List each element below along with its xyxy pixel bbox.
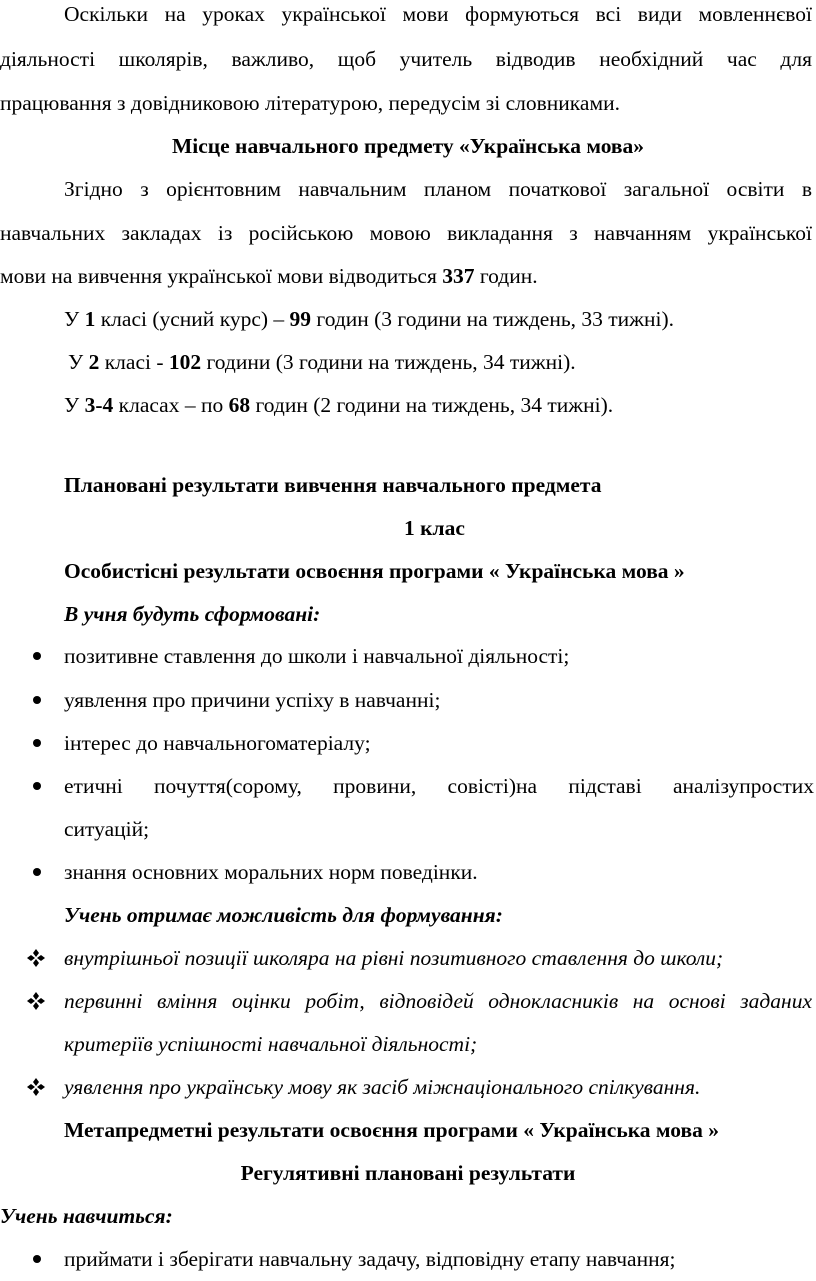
grade-2-post: години (3 години на тиждень, 34 тижні). bbox=[201, 350, 576, 374]
formed-item-5: знання основних моральних норм поведінки. bbox=[64, 860, 478, 884]
grade-2-pre: У bbox=[68, 350, 89, 374]
grade-2-hour-count: 102 bbox=[168, 350, 202, 374]
bullet-dot-icon bbox=[30, 764, 44, 778]
formed-item-4: етичні почуття(сорому, провини, совісті)на підставі аналізупростих bbox=[64, 774, 814, 798]
personal-results-heading: Особистісні результати освоєння програми « Українська мова » bbox=[64, 559, 685, 583]
grade-2-number: 2 bbox=[88, 350, 100, 374]
formed-item-1: позитивне ставлення до школи і навчальної діяльності; bbox=[64, 644, 570, 668]
place-line-3 bbox=[0, 254, 816, 298]
grade-1-mid: класі (усний курс) – bbox=[95, 307, 290, 331]
intro-line-2: діяльності школярів, важливо, щоб учитель відводив необхідний час для bbox=[0, 47, 812, 71]
will-learn-item-1: приймати і зберігати навчальну задачу, відповідну етапу навчання; bbox=[64, 1247, 676, 1271]
grade-2-mid: класі - bbox=[99, 350, 169, 374]
grade-1-hour-count: 99 bbox=[289, 307, 312, 331]
opportunity-item-1: внутрішньої позиції школяра на рівні позитивного ставлення до школи; bbox=[64, 946, 724, 970]
formed-item-3: інтерес до навчальногоматеріалу; bbox=[64, 731, 371, 755]
intro-line-3: працювання з довідниковою літературою, передусім зі словниками. bbox=[0, 91, 620, 115]
bullet-dot-icon bbox=[30, 850, 44, 864]
formed-item-4-cont: ситуацій; bbox=[64, 817, 150, 841]
grade-34-hour-count: 68 bbox=[228, 393, 251, 417]
grade-title: 1 клас bbox=[404, 516, 465, 540]
intro-line-1: Оскільки на уроках української мови формуються всі види мовленнєвої bbox=[64, 2, 812, 26]
bullet-dot-icon bbox=[30, 678, 44, 692]
grade-1-pre: У bbox=[64, 307, 85, 331]
place-line-2: навчальних закладах із російською мовою викладання з навчанням української bbox=[0, 221, 812, 245]
grade-34-pre: У bbox=[64, 393, 85, 417]
grade-1-number: 1 bbox=[84, 307, 96, 331]
results-heading: Плановані результати вивчення навчального предмета bbox=[64, 473, 602, 497]
bullet-dot-icon bbox=[30, 1237, 44, 1251]
grade-34-mid: класах – по bbox=[113, 393, 229, 417]
diamond-bullet-icon bbox=[30, 936, 44, 950]
grade-34-post: годин (2 години на тиждень, 34 тижні). bbox=[250, 393, 614, 417]
total-hours: 337 bbox=[442, 264, 475, 288]
meta-results-heading: Метапредметні результати освоєння програми « Українська мова » bbox=[64, 1118, 719, 1142]
diamond-bullet-icon bbox=[30, 1065, 44, 1079]
grade-34-hours bbox=[64, 383, 816, 427]
formed-label: В учня будуть сформовані: bbox=[64, 602, 321, 626]
opportunity-item-2-cont: критеріїв успішності навчальної діяльності; bbox=[64, 1032, 478, 1056]
opportunity-label: Учень отримає можливість для формування: bbox=[64, 903, 503, 927]
place-line-3-text: мови на вивчення української мови відводиться bbox=[0, 264, 443, 288]
bullet-dot-icon bbox=[30, 634, 44, 648]
grade-1-post: годин (3 години на тиждень, 33 тижні). bbox=[311, 307, 675, 331]
grade-1-hours bbox=[64, 297, 816, 341]
will-learn-label: Учень навчиться: bbox=[0, 1204, 173, 1228]
diamond-bullet-icon bbox=[30, 979, 44, 993]
grade-34-number: 3-4 bbox=[84, 393, 114, 417]
place-heading: Місце навчального предмету «Українська мова» bbox=[171, 134, 645, 158]
place-line-3-suffix: годин. bbox=[474, 264, 538, 288]
opportunity-item-2: первинні вміння оцінки робіт, відповідей однокласників на основі заданих bbox=[64, 989, 812, 1013]
opportunity-item-3: уявлення про українську мову як засіб міжнаціонального спілкування. bbox=[64, 1075, 701, 1099]
formed-item-2: уявлення про причини успіху в навчанні; bbox=[64, 688, 441, 712]
place-line-1: Згідно з орієнтовним навчальним планом початкової загальної освіти в bbox=[64, 177, 812, 201]
grade-2-hours bbox=[68, 340, 816, 384]
bullet-dot-icon bbox=[30, 721, 44, 735]
regulative-heading: Регулятивні плановані результати bbox=[240, 1161, 576, 1185]
